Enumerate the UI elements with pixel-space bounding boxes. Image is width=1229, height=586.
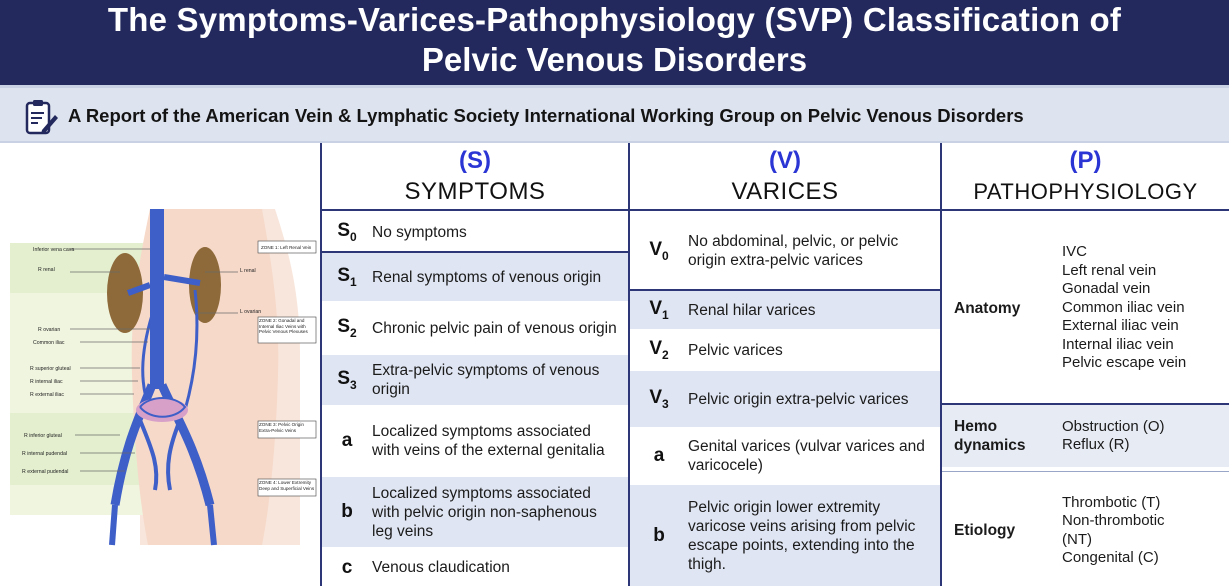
varices-desc: No abdominal, pelvic, or pelvic origin extra-pelvic varices [688,233,899,269]
symptom-code: $S_1$ [337,265,357,289]
varices-desc: Renal hilar varices [688,301,816,319]
varices-code: $V_2$ [649,338,669,362]
label-r-int-iliac: R internal iliac [30,379,63,385]
symptom-code: b [341,501,353,522]
symptoms-header [322,143,628,211]
anatomy-row [942,213,1229,403]
anatomy-label: Anatomy [954,299,1021,317]
varices-row-v2 [630,331,940,369]
varices-column [628,143,940,586]
zone-1-label: ZONE 1: Left Renal Vein [261,245,312,250]
zone-4-label: ZONE 4: Lower Extremity Deep and Superficial Veins [259,480,315,491]
anatomy-item: Gonadal vein [1062,280,1151,298]
label-r-sup-gluteal: R superior gluteal [30,366,71,372]
varices-title: VARICES [731,178,839,205]
hemodynamics-values [1062,418,1165,455]
etiology-item: (NT) [1062,530,1092,548]
varices-letter: (V) [769,147,801,174]
etiology-item: Thrombotic (T) [1062,493,1161,511]
symptom-desc: Venous claudication [372,559,510,576]
varices-row-a [630,429,940,483]
varices-desc: Pelvic origin extra-pelvic varices [688,390,909,408]
anatomy-values [1062,243,1186,373]
label-r-ext-pudendal: R external pudendal [22,469,69,475]
symptoms-title: SYMPTOMS [404,178,546,205]
symptom-code: c [341,556,353,578]
etiology-label: Etiology [954,522,1016,539]
symptoms-column [320,143,628,586]
symptom-code: $S_0$ [337,220,357,244]
hemodynamics-label: Hemo dynamics [954,418,1026,454]
label-r-ext-iliac: R external iliac [30,392,65,398]
symptom-desc: Extra-pelvic symptoms of venous origin [372,362,600,398]
symptom-row-s2 [322,303,628,353]
symptom-code: a [341,430,353,451]
anatomy-item: External iliac vein [1062,317,1179,335]
varices-code: $V_3$ [649,387,669,411]
anatomy-item: Internal iliac vein [1062,335,1174,353]
varices-row-v3 [630,371,940,427]
label-l-renal: L renal [240,268,256,274]
varices-code: a [653,445,665,466]
symptom-row-s0 [322,213,628,251]
clipboard-pen-icon [20,97,60,137]
label-r-inf-gluteal: R inferior gluteal [24,433,62,439]
anatomy-item: Common iliac vein [1062,298,1185,316]
symptom-desc: No symptoms [372,223,467,241]
symptom-desc: Chronic pelvic pain of venous origin [372,319,617,337]
symptom-row-s1 [322,253,628,301]
etiology-item: Congenital (C) [1062,549,1159,566]
subtitle: A Report of the American Vein & Lymphatic Society International Working Group on Pelvic Venous Disorders [68,105,1024,126]
varices-code: b [653,524,665,546]
anatomy-item: IVC [1062,243,1088,261]
pelvic-veins-figure [0,145,318,586]
varices-code: $V_1$ [649,298,669,322]
label-common-iliac: Common iliac [33,340,65,346]
symptom-row-c [322,549,628,586]
anatomy-item: Pelvic escape vein [1062,354,1187,372]
etiology-row [942,475,1229,586]
symptom-desc: Localized symptoms associated with veins of the external genitalia [372,423,605,459]
pathophysiology-column [940,143,1229,586]
title-line-1: The Symptoms-Varices-Pathophysiology (SVP) Classification of [107,1,1122,38]
etiology-values [1062,494,1165,568]
symptom-desc: Renal symptoms of venous origin [372,268,602,286]
title-line-2: Pelvic Venous Disorders [421,41,808,78]
varices-row-b [630,485,940,586]
anatomy-item: Left renal vein [1062,261,1157,279]
varices-desc: Genital varices (vulvar varices and varicocele) [688,438,925,474]
symptom-code: $S_3$ [337,368,357,392]
label-l-ovarian: L ovarian [240,309,262,315]
label-ivc: Inferior vena cava [33,247,75,253]
label-r-ovarian: R ovarian [38,327,61,333]
title-banner [0,0,1229,85]
symptom-row-s3 [322,355,628,405]
label-r-int-pudendal: R internal pudendal [22,451,67,457]
varices-desc: Pelvic origin lower extremity varicose veins arising from pelvic escape points, extending into the thigh. [688,498,916,573]
anatomy-illustration [0,145,318,586]
varices-row-v0 [630,213,940,289]
symptom-desc: Localized symptoms associated with pelvic origin non-saphenous leg veins [372,484,597,540]
hemodynamics-item: Reflux (R) [1062,436,1130,453]
hemodynamics-item: Obstruction (O) [1062,417,1165,435]
symptom-row-a [322,407,628,475]
label-r-renal: R renal [38,267,55,273]
varices-row-v1 [630,291,940,329]
symptoms-letter: (S) [459,147,491,174]
hemodynamics-row [942,405,1229,467]
zone-3-label: ZONE 3: Pelvic Origin Extra-Pelvic Veins [259,422,304,433]
pathophysiology-letter: (P) [1069,147,1102,174]
varices-desc: Pelvic varices [688,341,783,359]
subtitle-bar [0,85,1229,143]
symptom-row-b [322,477,628,547]
pathophysiology-header [942,143,1229,211]
symptom-code: $S_2$ [337,316,357,340]
pathophysiology-title: PATHOPHYSIOLOGY [973,179,1198,204]
varices-code: $V_0$ [649,239,669,263]
etiology-item: Non-thrombotic [1062,512,1165,529]
zone-2-label: ZONE 2: Gonadal and Internal Iliac Veins with Pelvic Venous Plexuses [259,318,308,335]
varices-header [630,143,940,211]
